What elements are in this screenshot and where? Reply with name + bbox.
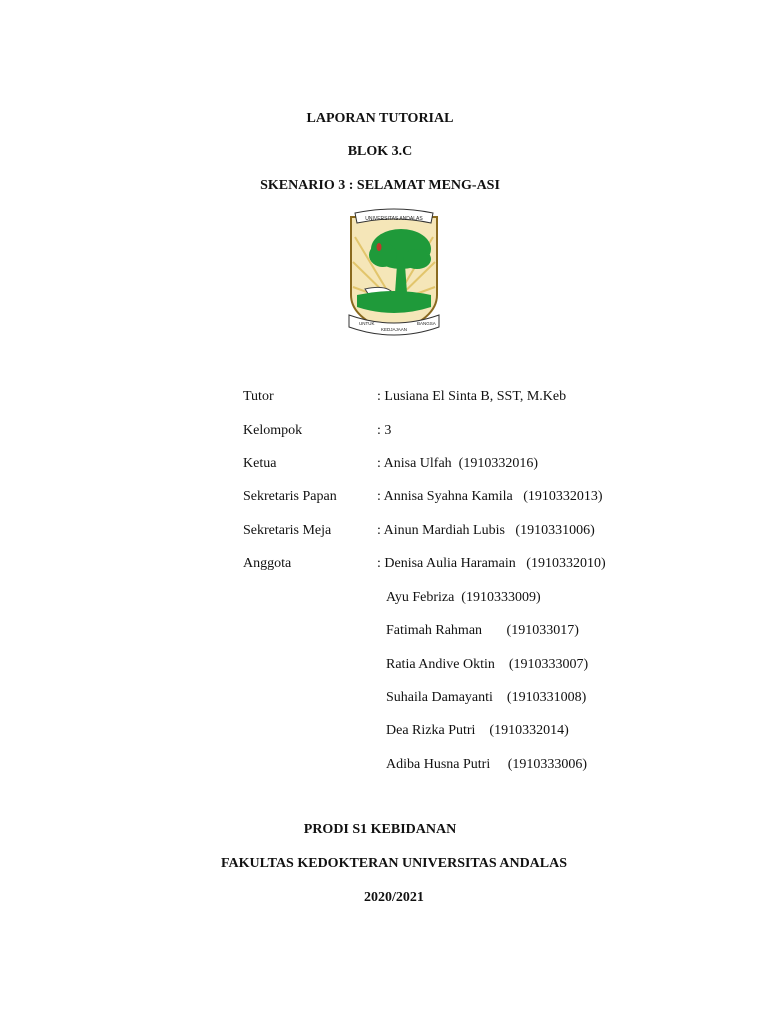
report-title: LAPORAN TUTORIAL bbox=[306, 111, 454, 126]
info-label-sekretaris-meja: Sekretaris Meja bbox=[243, 523, 332, 538]
member-item: Suhaila Damayanti (1910331008) bbox=[386, 690, 587, 705]
info-value-tutor: : Lusiana El Sinta B, SST, M.Keb bbox=[377, 389, 567, 404]
program-name: PRODI S1 KEBIDANAN bbox=[303, 822, 457, 837]
info-label-tutor: Tutor bbox=[243, 389, 274, 404]
university-logo bbox=[343, 207, 445, 341]
member-item: Fatimah Rahman (191033017) bbox=[386, 623, 579, 638]
block-title: BLOK 3.C bbox=[347, 144, 413, 159]
info-label-kelompok: Kelompok bbox=[243, 423, 303, 438]
info-label-anggota: Anggota bbox=[243, 556, 292, 571]
info-value-kelompok: : 3 bbox=[377, 423, 392, 438]
info-label-ketua: Ketua bbox=[243, 456, 277, 471]
member-item: Adiba Husna Putri (1910333006) bbox=[386, 757, 588, 772]
svg-text:UNTUK: UNTUK bbox=[359, 321, 375, 326]
academic-year: 2020/2021 bbox=[364, 890, 424, 905]
info-label-sekretaris-papan: Sekretaris Papan bbox=[243, 489, 337, 504]
info-value-sekretaris-papan: : Annisa Syahna Kamila (1910332013) bbox=[377, 489, 603, 504]
faculty-name: FAKULTAS KEDOKTERAN UNIVERSITAS ANDALAS bbox=[220, 856, 568, 871]
svg-text:KEDJAJAAN: KEDJAJAAN bbox=[380, 327, 408, 332]
info-value-ketua: : Anisa Ulfah (1910332016) bbox=[377, 456, 538, 471]
info-value-anggota: : Denisa Aulia Haramain (1910332010) bbox=[377, 556, 606, 571]
svg-text:BANGSA: BANGSA bbox=[417, 321, 436, 326]
member-item: Ratia Andive Oktin (1910333007) bbox=[386, 657, 589, 672]
info-value-sekretaris-meja: : Ainun Mardiah Lubis (1910331006) bbox=[377, 523, 595, 538]
member-item: Ayu Febriza (1910333009) bbox=[386, 590, 541, 605]
svg-text:UNIVERSITAS ANDALAS: UNIVERSITAS ANDALAS bbox=[365, 216, 423, 222]
scenario-title: SKENARIO 3 : SELAMAT MENG-ASI bbox=[260, 178, 500, 193]
member-item: Dea Rizka Putri (1910332014) bbox=[386, 723, 569, 738]
